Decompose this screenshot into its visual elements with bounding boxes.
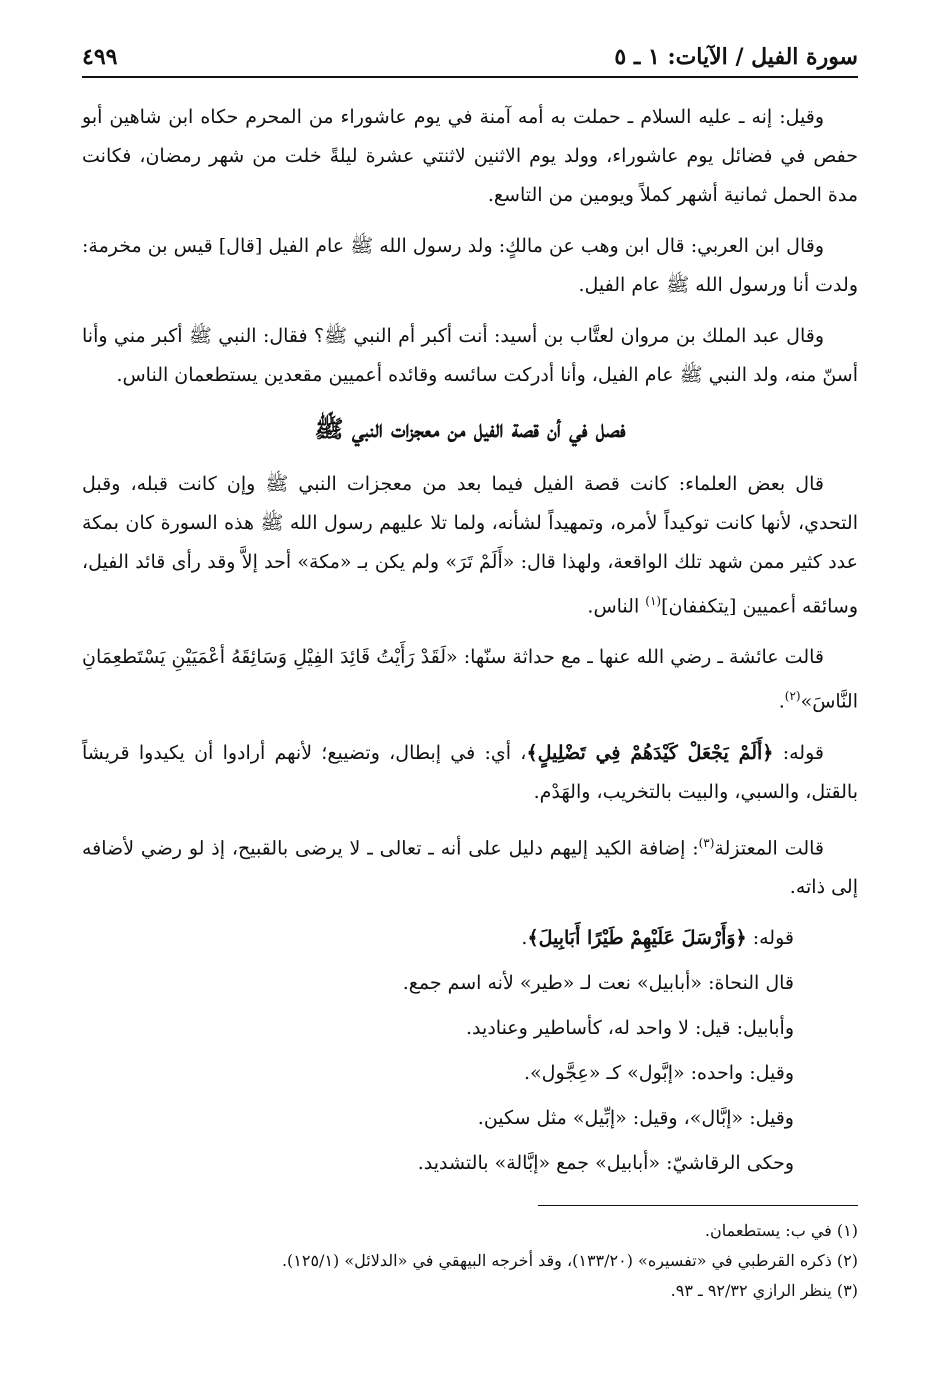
page-number: ٤٩٩ <box>82 44 118 70</box>
paragraph-miracle <box>82 465 858 626</box>
paragraph-ababil-intro: قوله: <box>746 926 794 949</box>
paragraph-abd-al-malik: وقال عبد الملك بن مروان لعتَّاب بن أسيد: أنت أكبر أم النبي ﷺ؟ فقال: النبي ﷺ أكبر مني وأنا أسنّ منه، ولد النبي ﷺ عام الفيل، وأنا أدركت سائسه وقائده أعميين مقعدين يستطعمان الناس. <box>82 325 858 386</box>
footnote-1: (١) في ب: يستطعمان. <box>704 1220 858 1240</box>
paragraph-raqashi: وحكى الرقاشيّ: «أبابيل» جمع «إبَّالة» بالتشديد. <box>417 1151 794 1174</box>
footnote-3: (٣) ينظر الرازي ٩٢/٣٢ ـ ٩٣. <box>670 1280 858 1300</box>
quran-verse-kayd: ﴿أَلَمْ يَجْعَلْ كَيْدَهُمْ فِي تَضْلِيلٍ﴾ <box>526 741 774 764</box>
footnote-ref-2: (٢) <box>784 689 801 704</box>
document-page <box>82 40 858 1306</box>
paragraph-ababil-verse <box>82 919 858 958</box>
paragraph-aisha-end: . <box>778 690 785 713</box>
running-header <box>82 40 858 78</box>
quran-verse-ababil: ﴿وَأَرْسَلَ عَلَيْهِمْ طَيْرًا أَبَابِيلَ﴾ <box>527 926 747 949</box>
footnote-ref-3: (٣) <box>698 835 715 850</box>
paragraph-ibn-arabi: وقال ابن العربي: قال ابن وهب عن مالكٍ: ولد رسول الله ﷺ عام الفيل [قال] قيس بن مخرمة: ولدت أنا ورسول الله ﷺ عام الفيل. <box>82 235 858 296</box>
paragraph-mutazila-start: قالت المعتزلة <box>714 836 824 859</box>
footnotes <box>82 1216 858 1306</box>
footnote-2: (٢) ذكره القرطبي في «تفسيره» (١٣٣/٢٠)، وقد أخرجه البيهقي في «الدلائل» (١٢٥/١). <box>281 1250 858 1270</box>
paragraph-kayd <box>82 734 858 812</box>
footnote-ref-1: (١) <box>645 594 662 608</box>
paragraph-kayd-intro: قوله: <box>773 741 824 764</box>
paragraph-aisha <box>82 638 858 721</box>
paragraph-ashura: وقيل: إنه ـ عليه السلام ـ حملت به أمه آمنة في يوم عاشوراء من المحرم حكاه ابن شاهين أبو حفص في فضائل يوم عاشوراء، وولد يوم الاثنين لاثنتي عشرة ليلةً خلت من شهر رمضان، فكانت مدة الحمل ثمانية أشهر كملاً ويومين من التاسع. <box>82 106 858 206</box>
section-heading: فصل في أن قصة الفيل من معجزات النبي ﷺ <box>314 414 626 443</box>
footnote-divider <box>538 1205 858 1206</box>
running-title: سورة الفيل / الآيات: ١ ـ ٥ <box>614 44 858 70</box>
paragraph-ibbawl: وقيل: واحده: «إبَّول» كـ «عِجَّول». <box>523 1061 794 1084</box>
paragraph-aisha-text: قالت عائشة ـ رضي الله عنها ـ مع حداثة سنّها: «لَقَدْ رَأَيْتُ قَائِدَ الفِيْلِ وَسَائِقَهُ أعْمَيَيْنِ يَسْتَطعِمَانِ النَّاسَ» <box>82 646 858 713</box>
paragraph-no-singular: وأبابيل: قيل: لا واحد له، كأساطير وعناديد. <box>466 1016 794 1039</box>
paragraph-mutazila-rest: : إضافة الكيد إليهم دليل على أنه ـ تعالى ـ لا يرضى بالقبيح، إذ لو رضي لأضافه إلى ذاته. <box>82 836 858 898</box>
paragraph-ibbal: وقيل: «إبَّال»، وقيل: «إبِّيل» مثل سكين. <box>477 1106 794 1129</box>
paragraph-ababil-end: . <box>521 926 528 949</box>
paragraph-kayd-rest: ، أي: في إبطال، وتضييع؛ لأنهم أرادوا أن يكيدوا قريشاً بالقتل، والسبي، والبيت بالتخريب، والهَدْم. <box>82 741 858 803</box>
paragraph-miracle-end: الناس. <box>587 595 646 618</box>
paragraph-nuhat: قال النحاة: «أبابيل» نعت لـ «طير» لأنه اسم جمع. <box>402 971 794 994</box>
paragraph-miracle-text: قال بعض العلماء: كانت قصة الفيل فيما بعد من معجزات النبي ﷺ وإن كانت قبله، وقبل التحدي، لأنها كانت توكيداً لأمره، وتمهيداً لشأنه، ولما تلا عليهم رسول الله ﷺ هذه السورة كان بمكة عدد كثير ممن شهد تلك الواقعة، ولهذا قال: «أَلَمْ تَرَ» ولم يكن بـ «مكة» أحد إلاَّ وقد رأى قائد الفيل، وسائقه أعميين [يتكففان] <box>82 473 858 618</box>
paragraph-mutazila <box>82 824 858 907</box>
